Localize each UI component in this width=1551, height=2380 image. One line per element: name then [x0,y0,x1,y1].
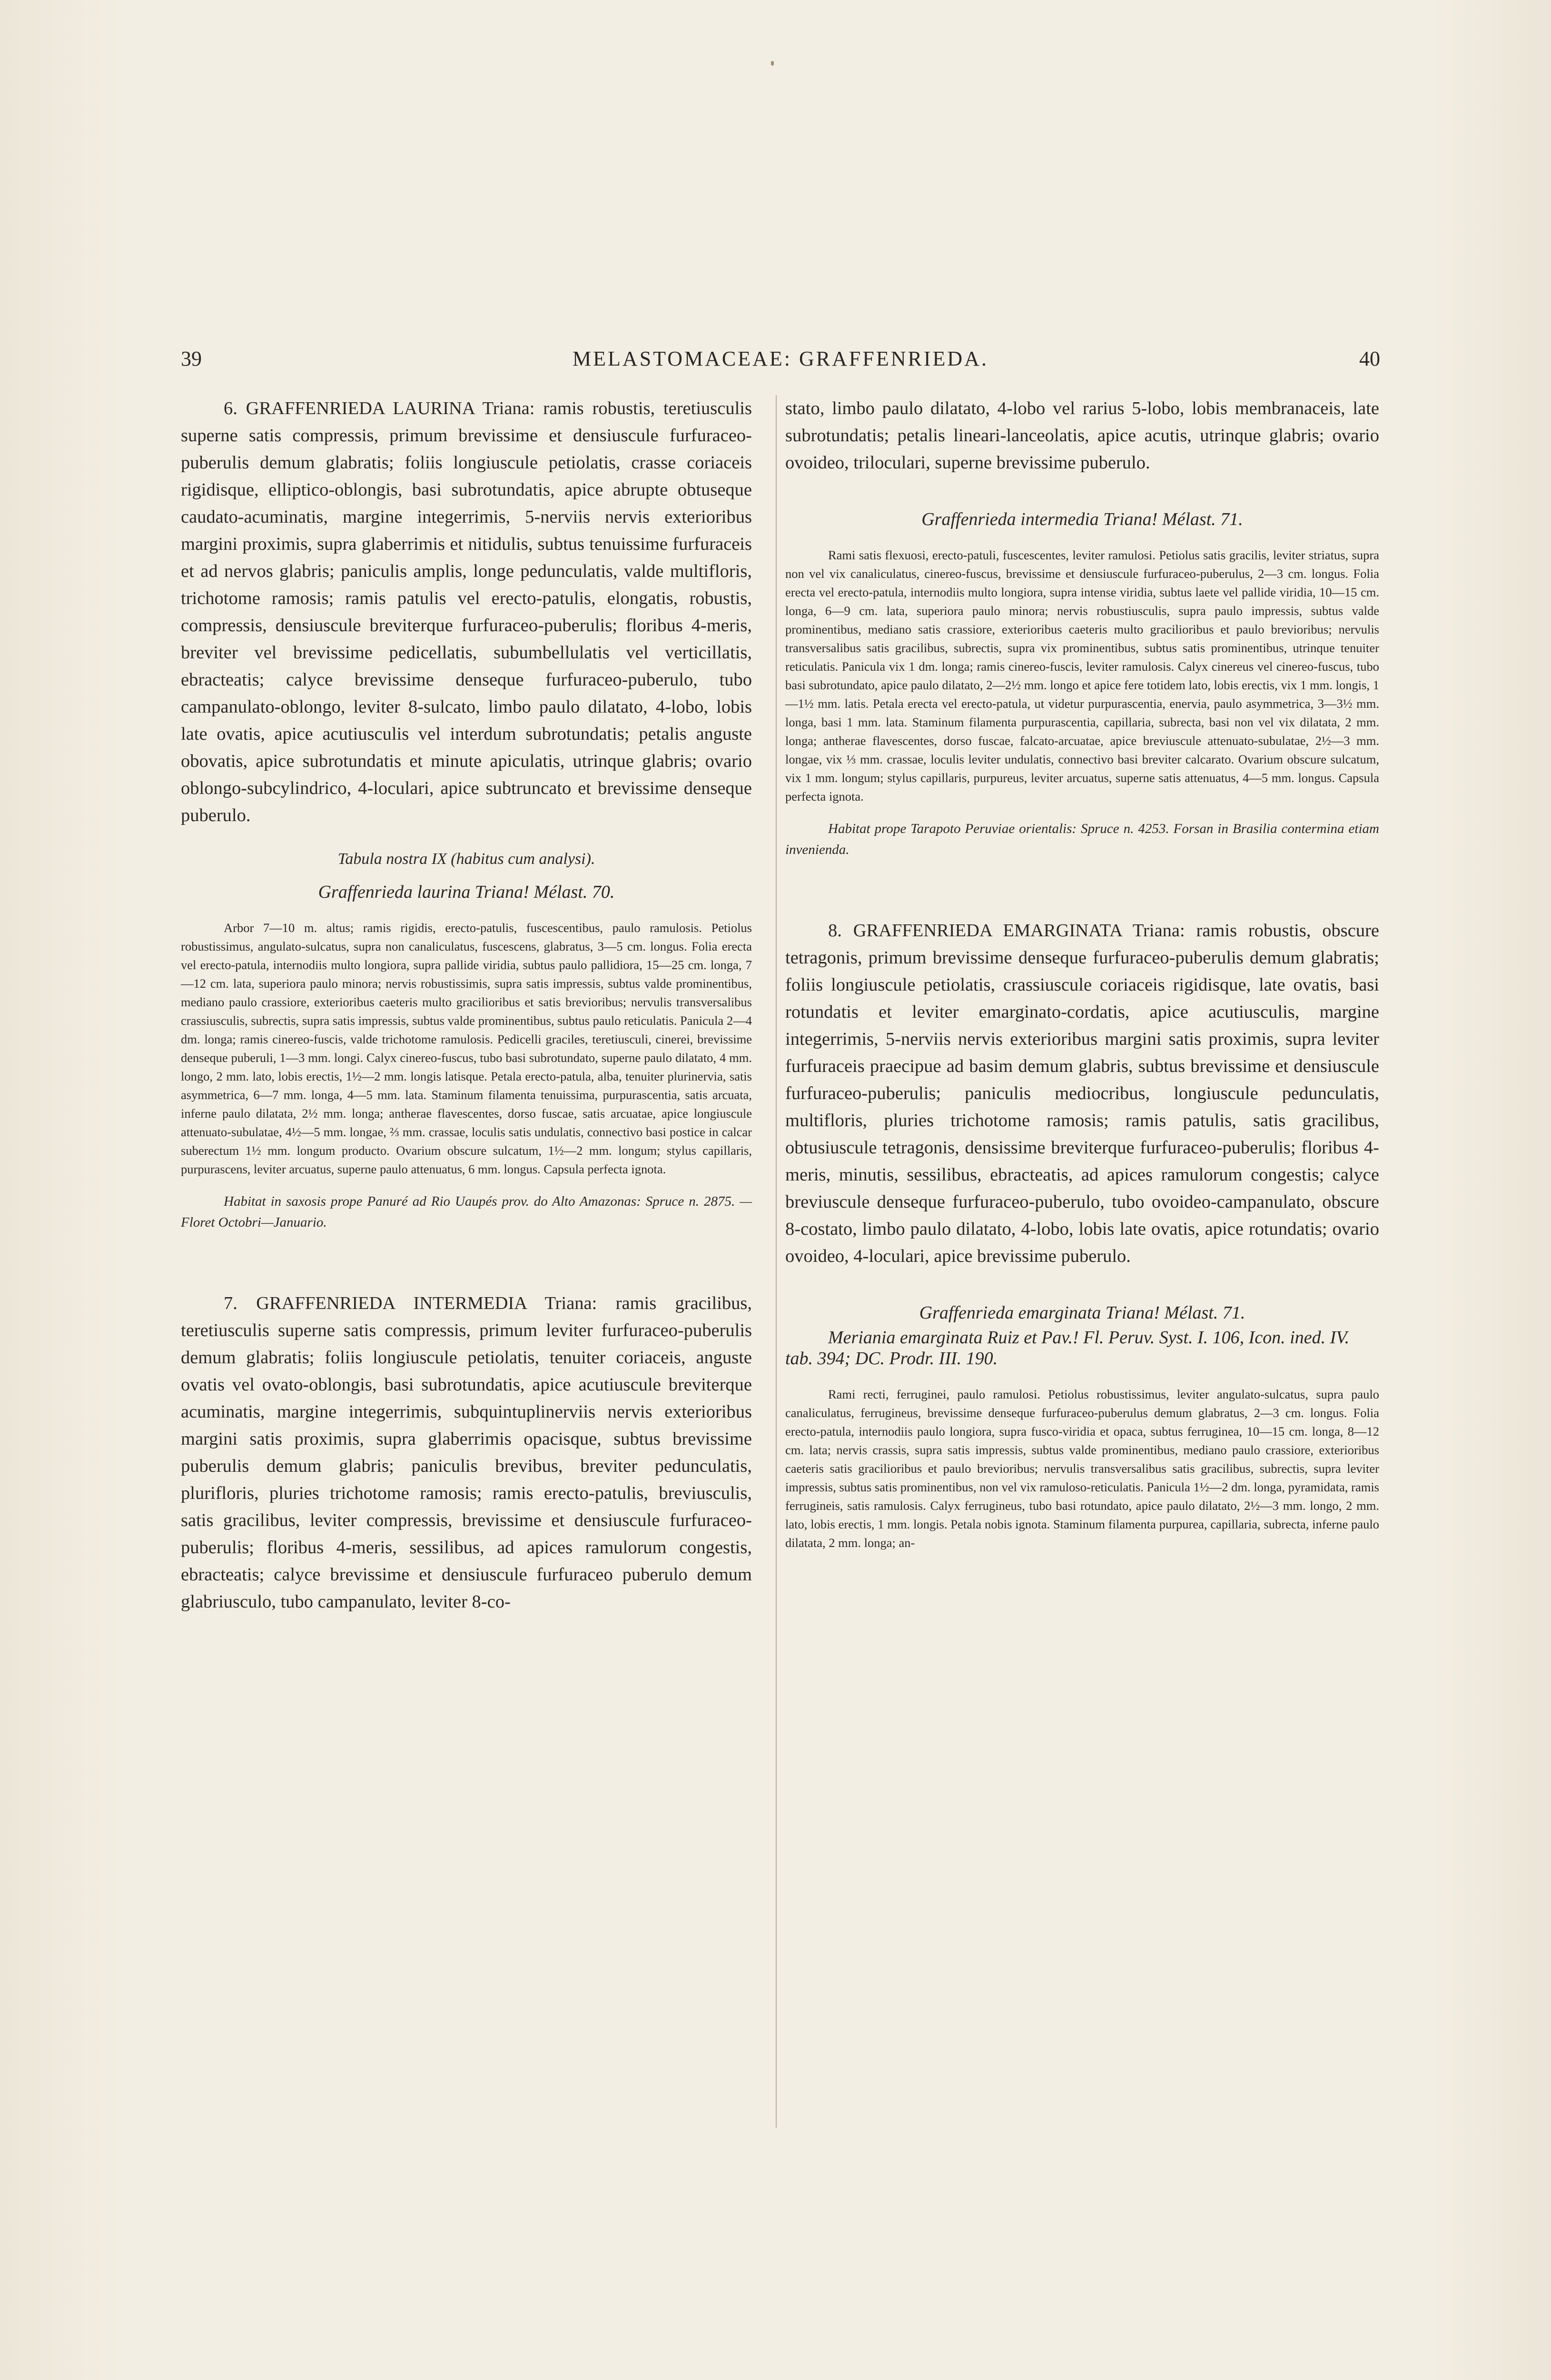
page-number-right: 40 [1359,347,1380,370]
species-6-details: Arbor 7—10 m. altus; ramis rigidis, erecto-patulis, fuscescentibus, paulo ramulosis. Petiolus robustissimus, angulato-sulcatus, supra non canaliculatus, fuscescens, glabratus, 3—5 cm. longus. Folia erecta vel erecto-patula, internodiis multo longiora, supra pallide viridia, subtus paulo pallidiora, 15—25 cm. longa, 7—12 cm. lata, superiora paulo minora; nervis robustissimis, supra satis impressis, subtus valde prominentibus, mediano paulo crassiore, exterioribus caeteris multo gracilioribus et satis brevioribus; nervulis transversalibus crassiusculis, subrectis, supra satis impressis, subtus valde prominentibus, subtus paulo reticulatis. Panicula 2—4 dm. longa; ramis cinereo-fuscis, valde trichotome ramulosis. Pedicelli graciles, teretiusculi, cinerei, brevissime denseque puberuli, 1—3 mm. longi. Calyx cinereo-fuscus, tubo basi subrotundato, superne paulo dilatato, 4 mm. longo, 2 mm. lato, lobis erectis, 1½—2 mm. longis latisque. Petala erecto-patula, alba, tenuiter plurinervia, satis asymmetrica, 6—7 mm. longa, 4—5 mm. lata. Staminum filamenta tenuissima, purpurascentia, satis arcuata, inferne paulo dilatata, 2½ mm. longa; antherae flavescentes, dorso fuscae, satis arcuatae, apice longiuscule attenuato-subulatae, 4½—5 mm. longae, ⅔ mm. crassae, loculis satis undulatis, connectivo basi postice in calcar suberectum 1½ mm. longum producto. Ovarium obscure sulcatum, 1½—2 mm. longum; stylus capillaris, purpurascens, leviter arcuatus, superne paulo attenuatus, 6 mm. longus. Capsula perfecta ignota. [181,921,752,1176]
species-6-description: 6. GRAFFENRIEDA LAURINA Triana: ramis robustis, teretiusculis superne satis compressis, primum brevissime et densiuscule furfuraceo-puberulis demum glabratis; foliis longiuscule petiolatis, crasse coriaceis rigidisque, elliptico-oblongis, basi subrotundatis, apice abrupte obtuseque caudato-acuminatis, margine integerrimis, 5-nerviis nervis exterioribus margini proximis, supra glaberrimis et nitidulis, subtus tenuissime furfuraceis et ad nervos glabris; paniculis amplis, longe pedunculatis, valde multifloris, trichotome ramosis; ramis patulis vel erecto-patulis, elongatis, robustis, compressis, densiuscule breviterque furfuraceo-puberulis; floribus 4-meris, breviter vel brevissime pedicellatis, subumbellulatis vel verticillatis, ebracteatis; calyce brevissime denseque furfuraceo-puberulo, tubo campanulato-oblongo, leviter 8-sulcato, limbo paulo dilatato, 4-lobo, lobis late ovatis, apice acutiusculis vel interdum subrotundatis; petalis anguste obovatis, apice subrotundatis et minute apiculatis, utrinque glabris; ovario oblongo-subcylindrico, 4-loculari, apice subtruncato et brevissime denseque puberulo. [181,398,752,825]
species-6-habitat: Habitat in saxosis prope Panuré ad Rio Uaupés prov. do Alto Amazonas: Spruce n. 2875. — Floret Octobri—Januario. [181,1194,752,1230]
species-7-reference: Graffenrieda intermedia Triana! Mélast. 71. [921,509,1243,529]
speck-mark [771,61,774,66]
species-8-reference-2: Meriania emarginata Ruiz et Pav.! Fl. Peruv. Syst. I. 106, Icon. ined. IV. tab. 394; DC. Prodr. III. 190. [785,1328,1350,1368]
column-divider [776,395,777,2128]
species-8-description: 8. GRAFFENRIEDA EMARGINATA Triana: ramis robustis, obscure tetragonis, primum brevissime denseque furfuraceo-puberulis demum glabratis; foliis longiuscule petiolatis, crassiuscule coriaceis rigidisque, late ovatis, basi rotundatis et leviter emarginato-cordatis, apice acutiusculis, margine integerrimis, 5-nerviis nervis exterioribus margini satis proximis, supra leviter furfuraceis praecipue ad basim demum glabris, subtus brevissime et densiuscule furfuraceo-puberulis; paniculis mediocribus, longiuscule pedunculatis, multifloris, pluries trichotome ramosis; ramis patulis, satis gracilibus, obtusiuscule tetragonis, densissime breviterque furfuraceo-puberulis; floribus 4-meris, minutis, sessilibus, ebracteatis, ad apices ramulorum congestis; calyce breviuscule denseque furfuraceo-puberulo, tubo ovoideo-campanulato, obscure 8-costato, limbo paulo dilatato, 4-lobo, lobis late ovatis, apice rotundatis; ovario ovoideo, 4-loculari, apice brevissime puberulo. [785,921,1379,1266]
page-number-left: 39 [181,347,202,370]
species-7-description-continued: stato, limbo paulo dilatato, 4-lobo vel rarius 5-lobo, lobis membranaceis, late subrotundatis; petalis lineari-lanceolatis, apice acutis, utrinque glabris; ovario ovoideo, triloculari, superne brevissime puberulo. [785,398,1379,473]
species-8-details: Rami recti, ferruginei, paulo ramulosi. Petiolus robustissimus, leviter angulato-sulcatus, supra paulo canaliculatus, ferrugineus, brevissime denseque furfuraceo-puberulus demum glabratus, 2—3 cm. longus. Folia erecto-patula, internodiis paulo longiora, supra fusco-viridia et opaca, subtus ferruginea, 10—15 cm. longa, 8—12 cm. lata; nervis crassis, supra satis impressis, subtus valde prominentibus, mediano paulo crassiore, exterioribus caeteris satis gracilioribus et paulo brevioribus; nervulis transversalibus satis gracilibus, subrectis, supra leviter impressis, subtus satis prominentibus, non vel vix ramuloso-reticulatis. Panicula 1½—2 dm. longa, pyramidata, ramis ferrugineis, satis ramulosis. Calyx ferrugineus, tubo basi rotundato, apice paulo dilatato, 2½—3 mm. longo, 2 mm. lato, lobis erectis, 1 mm. longis. Petala nobis ignota. Staminum filamenta purpurea, capillaria, subrecta, inferne paulo dilatata, 2 mm. longa; an- [785,1387,1379,1550]
species-7-habitat: Habitat prope Tarapoto Peruviae orientalis: Spruce n. 4253. Forsan in Brasilia contermina etiam inveniendа. [785,821,1379,857]
species-8-reference-1: Graffenrieda emarginata Triana! Mélast. 71. [919,1303,1245,1323]
species-7-details: Rami satis flexuosi, erecto-patuli, fuscescentes, leviter ramulosi. Petiolus satis gracilis, leviter striatus, supra non vel vix canaliculatus, cinereo-fuscus, brevissime et densiuscule furfuraceo-puberulus, 2—3 cm. longus. Folia erecta vel erecto-patula, internodiis multo longiora, supra intense viridia, subtus laete vel pallide viridia, 10—15 cm. longa, 6—9 cm. lata, superiora paulo minora; nervis robustiusculis, supra paulo impressis, subtus valde prominentibus, mediano satis crassiore, exterioribus caeteris multo gracilioribus et paulo brevioribus; nervulis transversalibus satis gracilibus, subrectis, supra vix prominentibus, subtus satis prominentibus, utrinque tenuiter reticulatis. Panicula vix 1 dm. longa; ramis cinereo-fuscis, leviter ramulosis. Calyx cinereus vel cinereo-fuscus, tubo basi subrotundato, apice paulo dilatato, 2—2½ mm. longo et apice fere totidem lato, lobis erectis, vix 1 mm. longis, 1—1½ mm. latis. Petala erecta vel erecto-patula, ut videtur purpurascentia, enervia, paulo asymmetrica, 3—3½ mm. longa, basi 1 mm. lata. Staminum filamenta purpurascentia, capillaria, subrecta, basi non vel vix dilatata, 2 mm. longa; antherae flavescentes, dorso fuscae, falcato-arcuatae, apice breviuscule attenuato-subulatae, 2½—3 mm. longae, vix ⅓ mm. crassae, loculis leviter undulatis, connectivo basi breviter calcarato. Ovarium obscure sulcatum, vix 1 mm. longum; stylus capillaris, purpureus, leviter arcuatus, superne satis attenuatus, 4—5 mm. longus. Capsula perfecta ignota. [785,548,1379,803]
right-column [785,395,1379,1552]
species-6-tabula: Tabula nostra IX (habitus cum analysi). [337,850,595,868]
left-column [181,395,752,1616]
running-title: MELASTOMACEAE: GRAFFENRIEDA. [573,347,988,370]
species-7-description: 7. GRAFFENRIEDA INTERMEDIA Triana: ramis gracilibus, teretiusculis superne satis compressis, primum leviter furfuraceo-puberulis demum glabratis; foliis longiuscule petiolatis, tenuiter coriaceis, anguste ovatis vel ovato-oblongis, basi subrotundatis, apice acutiuscule breviterque acuminatis, margine integerrimis, subquintuplinerviis nervis exterioribus margini satis proximis, supra glaberrimis opacisque, subtus brevissime puberulis demum glabris; paniculis brevibus, breviter pedunculatis, plurifloris, pluries trichotome ramosis; ramis erecto-patulis, breviusculis, satis gracilibus, leviter compressis, brevissime et densiuscule furfuraceo-puberulis; floribus 4-meris, sessilibus, ad apices ramulorum congestis, ebracteatis; calyce brevissime et densiuscule furfuraceo puberulo demum glabriusculo, tubo campanulato, leviter 8-co- [181,1293,752,1612]
species-6-reference: Graffenrieda laurina Triana! Mélast. 70. [318,882,615,902]
running-header [181,347,1380,380]
